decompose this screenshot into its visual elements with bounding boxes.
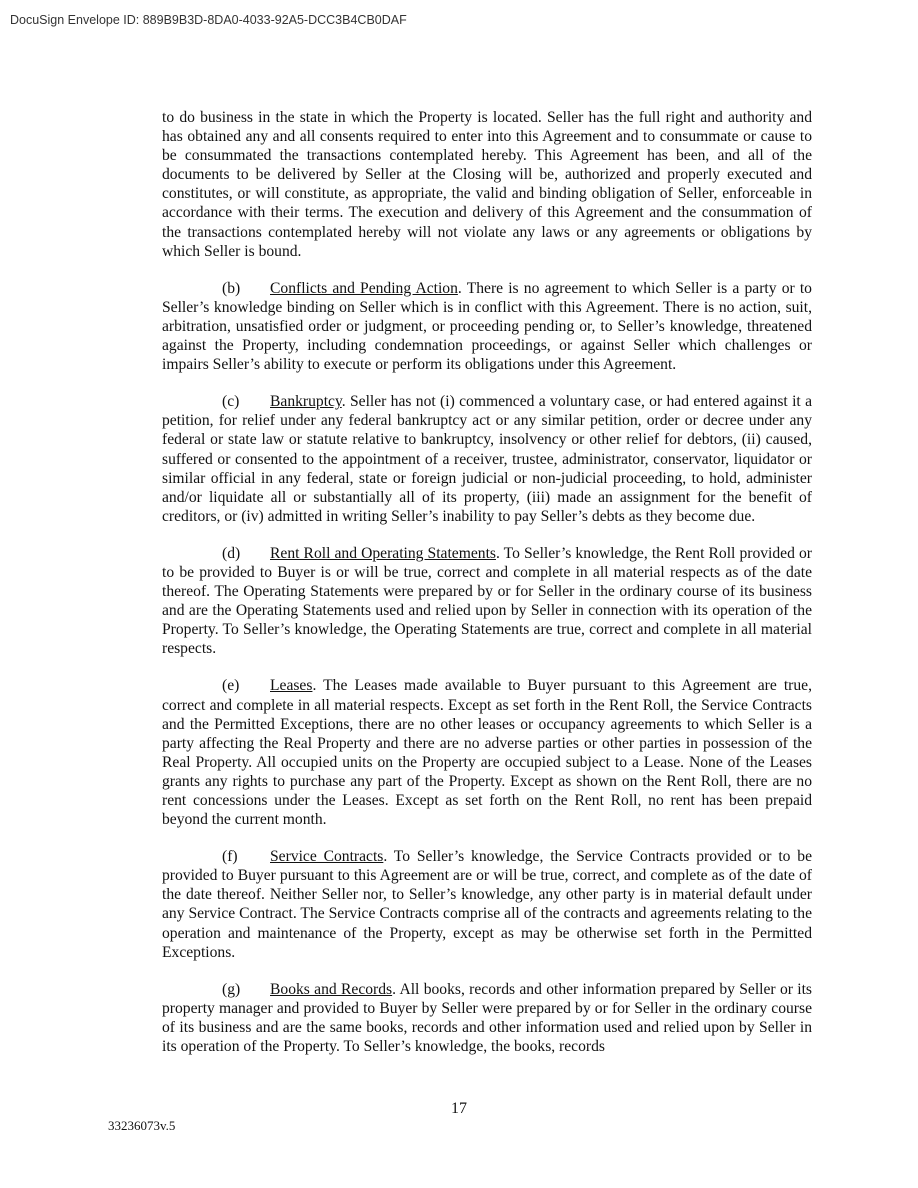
section-heading: Books and Records xyxy=(270,980,393,998)
section-text: . All books, records and other information prepared by Seller or its property manager and provided to Buyer by Seller were prepared by or for Seller in the ordinary course of its business and are the same books, records and other information used and relied upon by Seller in its operation of the Property. To Seller’s knowledge, the books, records xyxy=(162,980,812,1056)
envelope-id-header: DocuSign Envelope ID: 889B9B3D-8DA0-4033-92A5-DCC3B4CB0DAF xyxy=(10,13,407,27)
section-heading: Service Contracts xyxy=(270,848,384,866)
document-code: 33236073v.5 xyxy=(108,1118,176,1133)
document-body xyxy=(162,108,812,1056)
section-label: (g) xyxy=(222,980,241,998)
page-number: 17 xyxy=(451,1100,467,1117)
intro-paragraph: to do business in the state in which the Property is located. Seller has the full right and authority and has obtained any and all consents required to enter into this Agreement and to consummate or cause to be consummated the transactions contemplated hereby. This Agreement has been, and all of the documents to be delivered by Seller at the Closing will be, authorized and properly executed and constitutes, or will constitute, as appropriate, the valid and binding obligation of Seller, enforceable in accordance with their terms. The execution and delivery of this Agreement and the consummation of the transactions contemplated hereby will not violate any laws or any agreements or obligations by which Seller is bound. xyxy=(162,109,812,260)
section-heading: Rent Roll and Operating Statements xyxy=(270,544,496,562)
section-heading: Bankruptcy xyxy=(270,393,342,411)
section-label: (c) xyxy=(222,393,240,411)
section-d xyxy=(162,544,812,659)
section-heading: Leases xyxy=(270,677,313,695)
section-label: (e) xyxy=(222,677,240,695)
section-f xyxy=(162,847,812,962)
section-text: . Seller has not (i) commenced a voluntary case, or had entered against it a petition, for relief under any federal bankruptcy act or any similar petition, order or decree under any federal or state law or statute relative to bankruptcy, insolvency or other relief for debtors, (ii) caused, suffered or consented to the appointment of a receiver, trustee, administrator, conservator, liquidator or similar official in any federal, state or foreign judicial or non-judicial proceeding, to hold, administer and/or liquidate all or substantially all of its property, (iii) made an assignment for the benefit of creditors, or (iv) admitted in writing Seller’s inability to pay Seller’s debts as they become due. xyxy=(162,393,812,525)
section-g xyxy=(162,980,812,1056)
section-label: (f) xyxy=(222,848,238,866)
section-b xyxy=(162,279,812,374)
section-heading: Conflicts and Pending Action xyxy=(270,279,458,297)
section-c xyxy=(162,392,812,526)
section-text: . To Seller’s knowledge, the Service Contracts provided or to be provided to Buyer pursuant to this Agreement are or will be true, correct, and complete as of the date of the date thereof. Neither Seller nor, to Seller’s knowledge, any other party is in material default under any Service Contract. The Service Contracts comprise all of the contracts and agreements relating to the operation and maintenance of the Property, except as may be otherwise set forth in the Permitted Exceptions. xyxy=(162,848,812,961)
section-text: . There is no agreement to which Seller is a party or to Seller’s knowledge binding on Seller which is in conflict with this Agreement. There is no action, suit, arbitration, unsatisfied order or judgment, or proceeding pending or, to Seller’s knowledge, threatened against the Property, including condemnation proceedings, or against Seller which challenges or impairs Seller’s ability to execute or perform its obligations under this Agreement. xyxy=(162,279,812,374)
section-e xyxy=(162,676,812,829)
section-label: (d) xyxy=(222,544,241,562)
section-text: . To Seller’s knowledge, the Rent Roll provided or to be provided to Buyer is or will be true, correct and complete in all material respects as of the date thereof. The Operating Statements were prepared by or for Seller in the ordinary course of its business and are the Operating Statements used and relied upon by Seller in connection with its operation of the Property. To Seller’s knowledge, the Operating Statements are true, correct and complete in all material respects. xyxy=(162,544,812,658)
section-label: (b) xyxy=(222,279,241,297)
section-text: . The Leases made available to Buyer pursuant to this Agreement are true, correct and complete in all material respects. Except as set forth in the Rent Roll, the Service Contracts and the Permitted Exceptions, there are no other leases or occupancy agreements to which Seller is a party affecting the Real Property and there are no adverse parties or other parties in possession of the Real Property. All occupied units on the Property are occupied subject to a Lease. None of the Leases grants any rights to purchase any part of the Property. Except as shown on the Rent Roll, there are no rent concessions under the Leases. Except as set forth on the Rent Roll, no rent has been prepaid beyond the current month. xyxy=(162,677,812,829)
